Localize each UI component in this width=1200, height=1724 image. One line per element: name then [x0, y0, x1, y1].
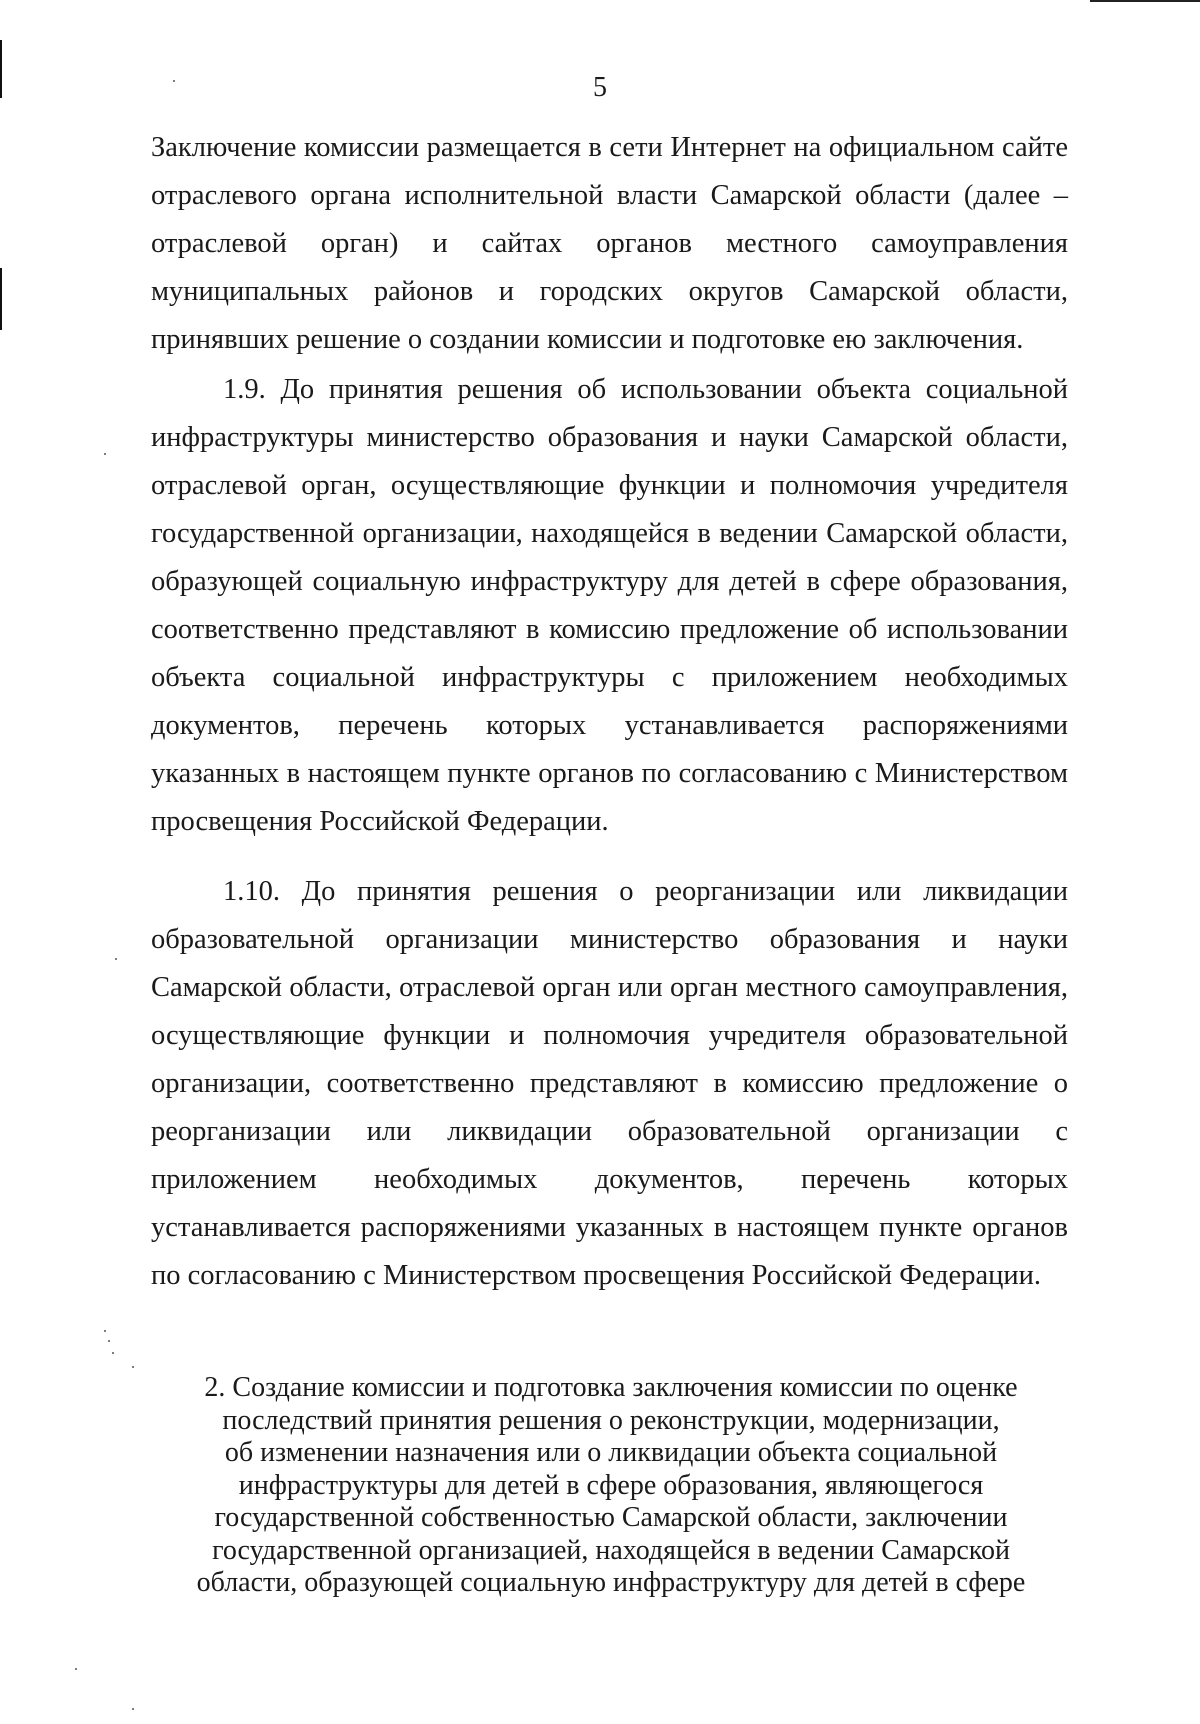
- heading-line: области, образующей социальную инфраструктуру для детей в сфере: [196, 1567, 1026, 1598]
- scan-speck: [115, 958, 117, 960]
- scan-edge-line-middle: [0, 268, 2, 330]
- paragraph-1: [151, 124, 1068, 364]
- scan-speck: [112, 1352, 114, 1354]
- paragraph-1-10: [151, 868, 1068, 1300]
- scan-speck: [104, 1330, 106, 1332]
- scan-speck: [108, 1340, 110, 1342]
- heading-line: 2. Создание комиссии и подготовка заключения комиссии по оценке: [204, 1372, 1018, 1403]
- heading-line: об изменении назначения или о ликвидации объекта социальной: [224, 1437, 998, 1468]
- heading-line: государственной организацией, находящейся в ведении Самарской: [212, 1534, 1010, 1566]
- section-2-heading: [176, 1372, 1046, 1600]
- heading-line: государственной собственностью Самарской области, заключении: [214, 1502, 1008, 1533]
- heading-line: последствий принятия решения о реконструкции, модернизации,: [222, 1404, 1000, 1436]
- paragraph-1-10-text: 1.10. До принятия решения о реорганизации или ликвидации образовательной организации министерство образования и науки Самарской области, отраслевой орган или орган местного самоуправления, осуществляющие функции и полномочия учредителя образовательной организации, соответственно представляют в комиссию предложение о реорганизации или ликвидации образовательной организации с приложением необходимых документов, перечень которых устанавливается распоряжениями указанных в настоящем пункте органов по согласованию с Министерством просвещения Российской Федерации.: [151, 876, 1068, 1291]
- scan-speck: [75, 1668, 77, 1670]
- scan-speck: [132, 1366, 134, 1368]
- scan-speck: [104, 453, 106, 455]
- paragraph-1-9: [151, 366, 1068, 846]
- paragraph-1-9-text: 1.9. До принятия решения об использовании объекта социальной инфраструктуры министерство образования и науки Самарской области, отраслевой орган, осуществляющие функции и полномочия учредителя государственной организации, находящейся в ведении Самарской области, образующей социальную инфраструктуру для детей в сфере образования, соответственно представляют в комиссию предложение об использовании объекта социальной инфраструктуры с приложением необходимых документов, перечень которых устанавливается распоряжениями указанных в настоящем пункте органов по согласованию с Министерством просвещения Российской Федерации.: [151, 374, 1068, 837]
- paragraph-1-text: Заключение комиссии размещается в сети Интернет на официальном сайте отраслевого органа исполнительной власти Самарской области (далее – отраслевой орган) и сайтах органов местного самоуправления муниципальных районов и городских округов Самарской области, принявших решение о создании комиссии и подготовке ею заключения.: [151, 132, 1068, 355]
- scan-top-rule: [1090, 0, 1200, 2]
- scan-speck: [132, 1708, 134, 1710]
- page-number: 5: [593, 72, 607, 103]
- heading-line: инфраструктуры для детей в сфере образования, являющегося: [238, 1469, 984, 1501]
